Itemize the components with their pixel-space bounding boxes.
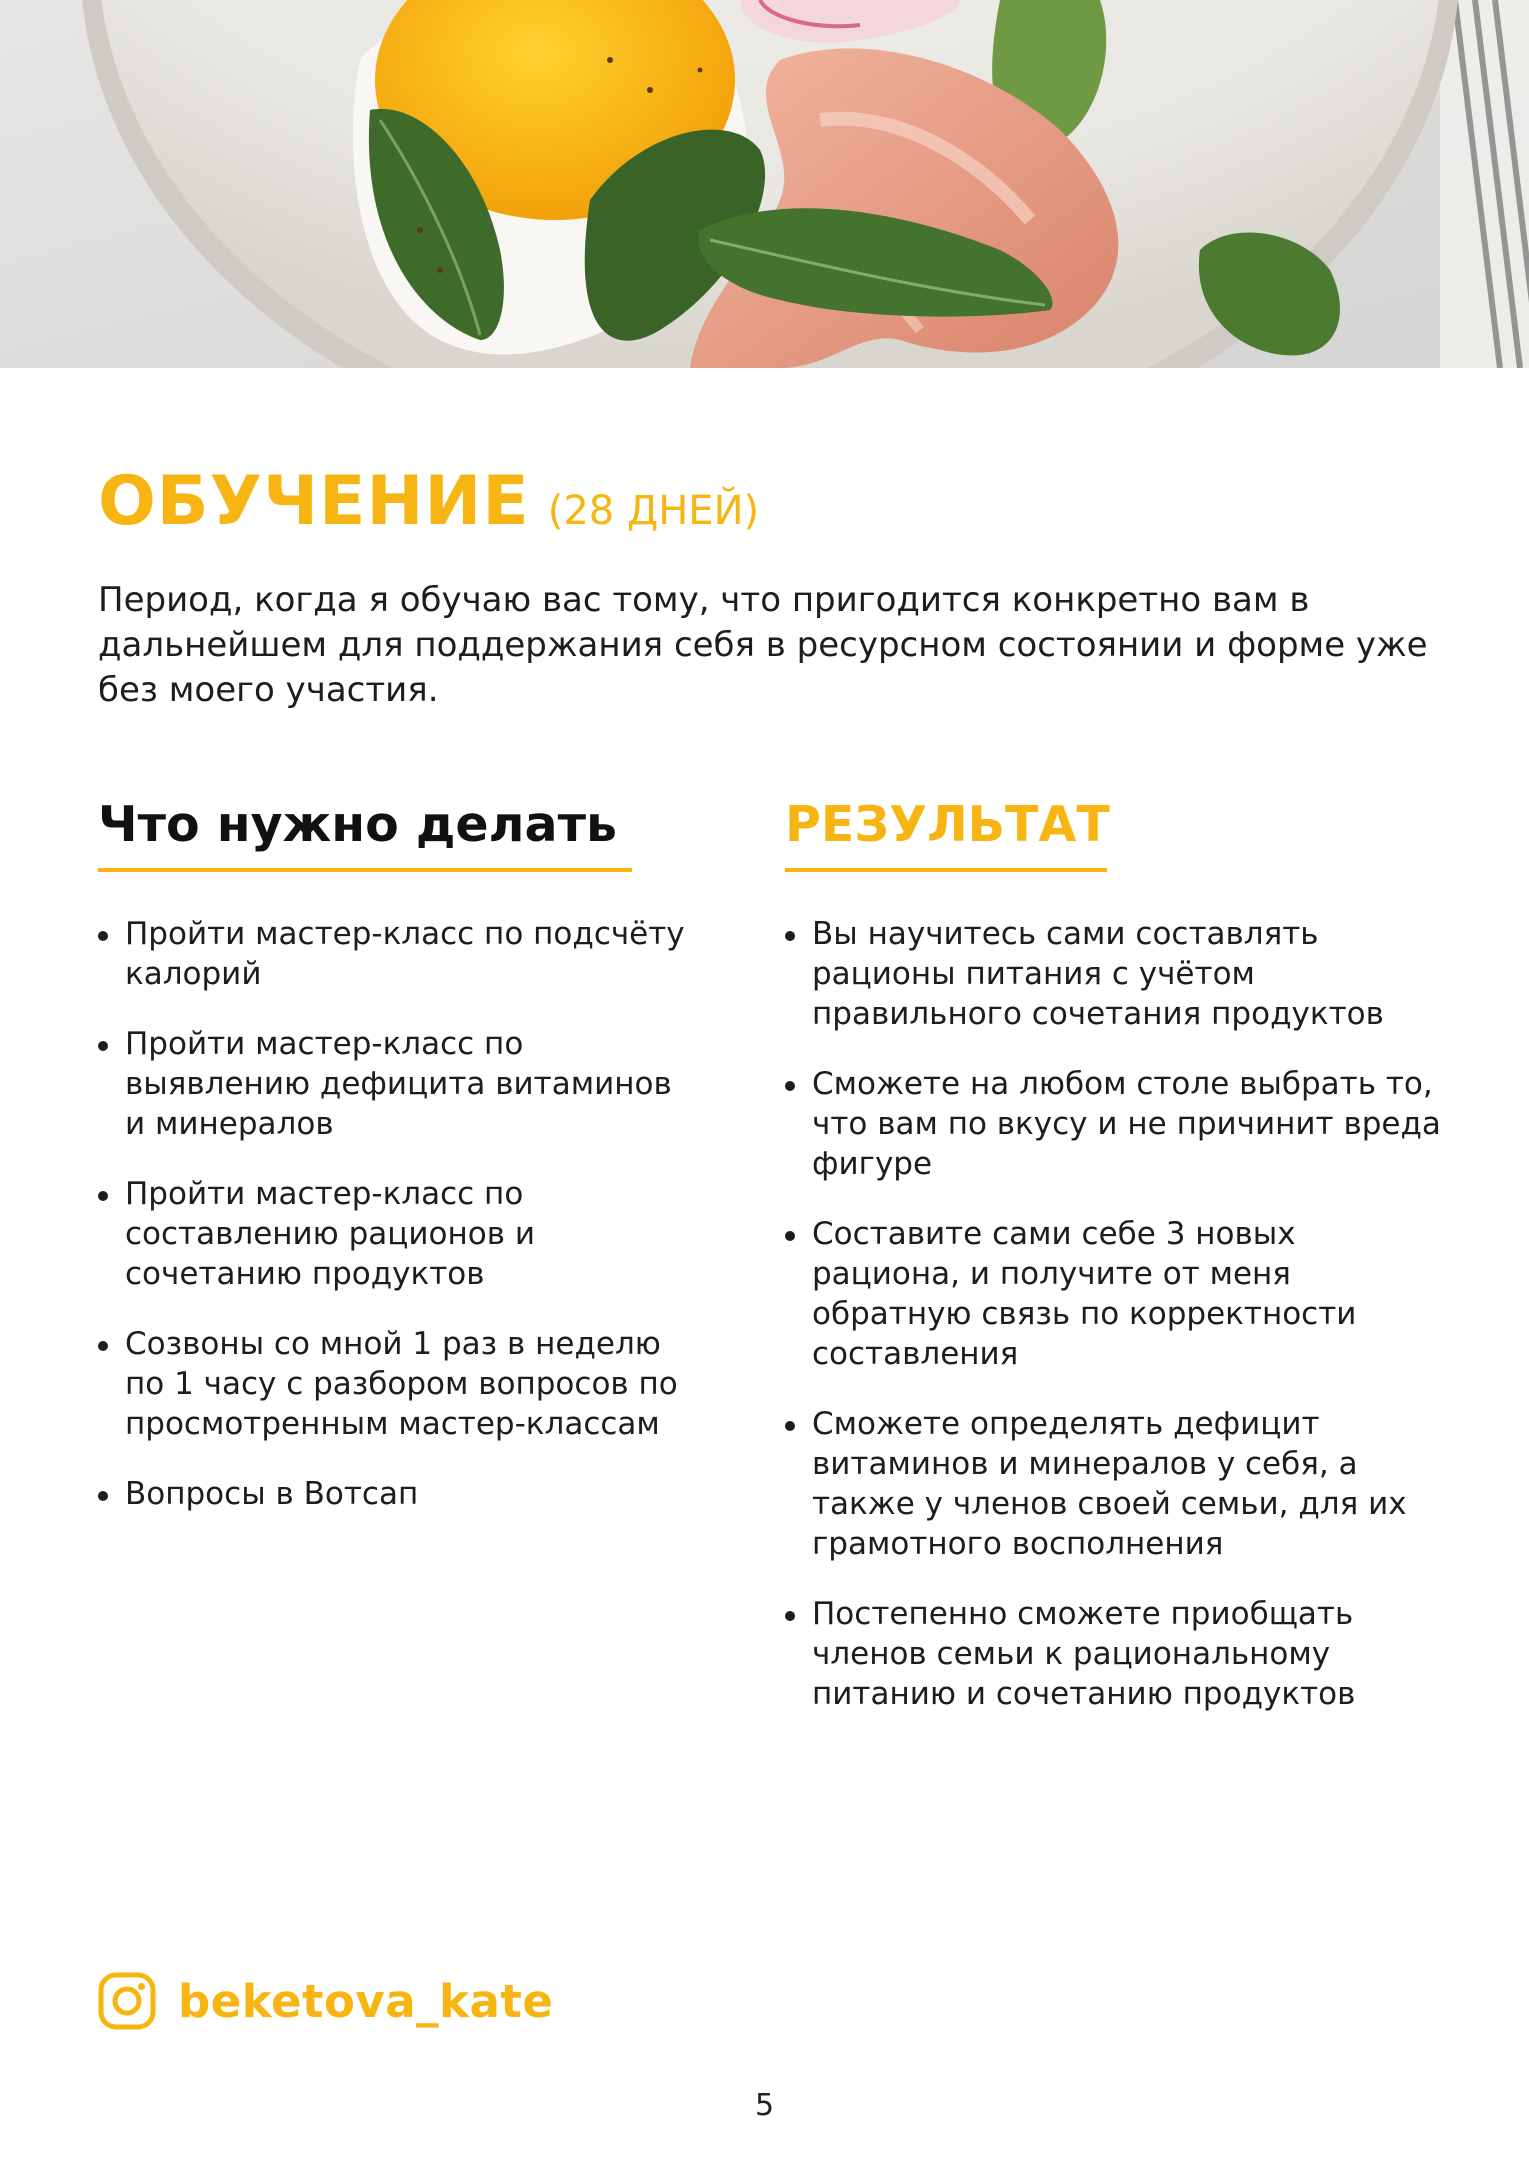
list-item: Пройти мастер-класс по подсчёту калорий (98, 914, 698, 994)
todo-list (98, 914, 698, 1514)
result-list (785, 914, 1445, 1714)
todo-heading: Что нужно делать (98, 796, 617, 853)
intro-paragraph: Период, когда я обучаю вас тому, что пригодится конкретно вам в дальнейшем для поддержания себя в ресурсном состоянии и форме уже без моего участия. (98, 580, 1428, 710)
todo-heading-underline (98, 868, 632, 872)
list-item: Вопросы в Вотсап (98, 1474, 698, 1514)
list-item: Сможете на любом столе выбрать то, что вам по вкусу и не причинит вреда фигуре (785, 1064, 1445, 1184)
instagram-icon (98, 1972, 156, 2030)
todo-column (98, 790, 698, 1544)
list-item: Вы научитесь сами составлять рационы питания с учётом правильного сочетания продуктов (785, 914, 1445, 1034)
page-number: 5 (754, 2088, 775, 2123)
instagram-handle: beketova_kate (178, 1974, 554, 2028)
title-duration: (28 ДНЕЙ) (547, 488, 760, 534)
list-item: Сможете определять дефицит витаминов и минералов у себя, а также у членов своей семьи, для их грамотного восполнения (785, 1404, 1445, 1564)
title-main: ОБУЧЕНИЕ (98, 462, 530, 541)
list-item: Пройти мастер-класс по составлению рационов и сочетанию продуктов (98, 1174, 698, 1294)
list-item: Созвоны со мной 1 раз в неделю по 1 часу с разбором вопросов по просмотренным мастер-классам (98, 1324, 698, 1444)
list-item: Постепенно сможете приобщать членов семьи к рациональному питанию и сочетанию продуктов (785, 1594, 1445, 1714)
list-item: Пройти мастер-класс по выявлению дефицита витаминов и минералов (98, 1024, 698, 1144)
list-item: Составите сами себе 3 новых рациона, и получите от меня обратную связь по корректности составления (785, 1214, 1445, 1374)
result-column (785, 790, 1445, 1744)
hero-food-photo (0, 0, 1529, 368)
page-title (98, 462, 759, 541)
result-heading: РЕЗУЛЬТАТ (785, 796, 1110, 853)
result-heading-underline (785, 868, 1107, 872)
instagram-link[interactable] (98, 1972, 553, 2030)
